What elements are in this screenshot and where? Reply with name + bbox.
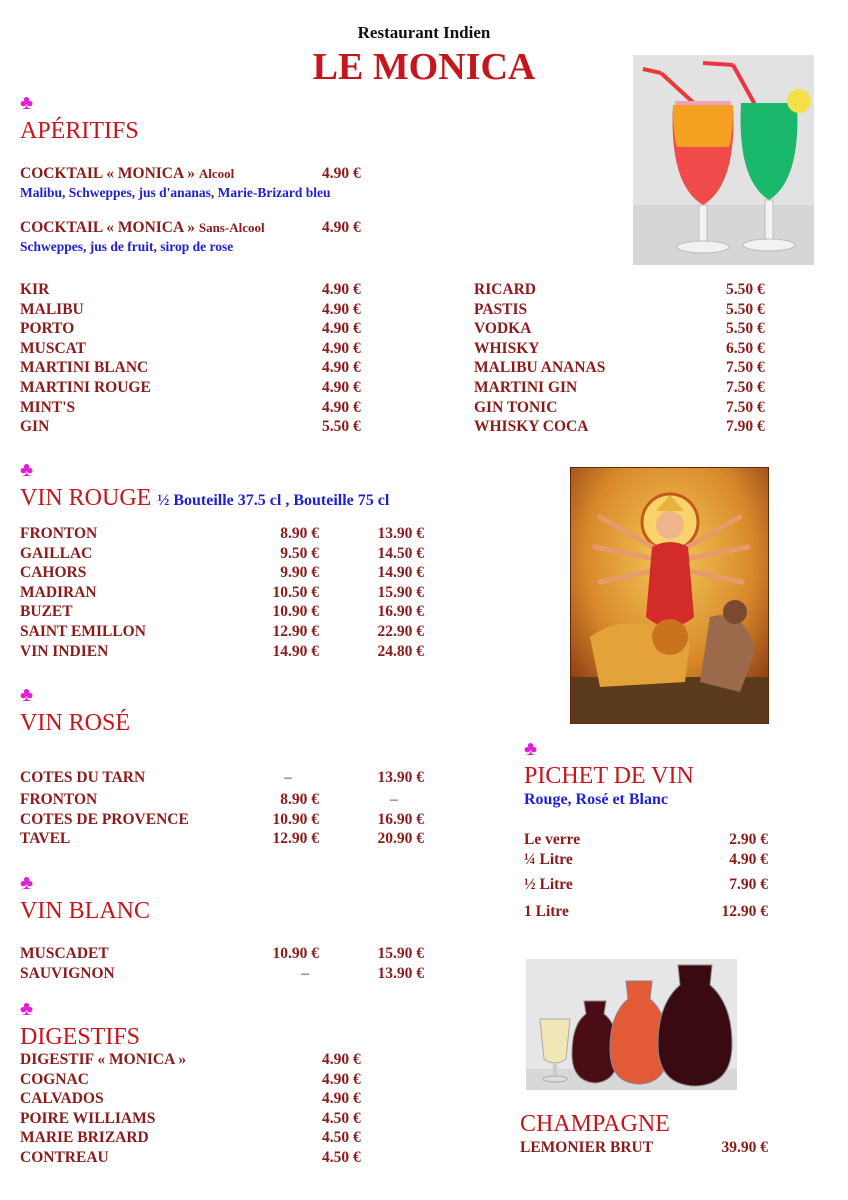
list-item: WHISKY COCA 7.90 € — [474, 418, 765, 436]
vin-rouge-list — [20, 524, 440, 661]
list-item: DIGESTIF « MONICA » 4.90 € — [20, 1051, 361, 1068]
list-item: PASTIS 5.50 € — [474, 300, 765, 318]
list-item: ¼ Litre 4.90 € — [524, 850, 768, 868]
list-item: MALIBU ANANAS 7.50 € — [474, 359, 765, 377]
list-item: COTES DE PROVENCE 10.90 € 16.90 € — [20, 810, 424, 828]
section-title-digestifs: DIGESTIFS — [20, 1024, 141, 1050]
list-item: MUSCAT 4.90 € — [20, 339, 361, 357]
restaurant-subtitle: Restaurant Indien — [357, 23, 491, 42]
list-item: ½ Litre 7.90 € — [524, 875, 768, 893]
cocktail-photo — [633, 55, 814, 265]
list-item: FRONTON 8.90 € 13.90 € — [20, 525, 424, 542]
club-icon: ♣ — [20, 998, 34, 1020]
cocktail-name: COCKTAIL « MONICA » Alcool — [20, 165, 235, 182]
cocktail-price: 4.90 € — [322, 165, 361, 182]
list-item: POIRE WILLIAMS 4.50 € — [20, 1109, 361, 1127]
list-item: MINT'S 4.90 € — [20, 398, 361, 416]
list-item: CALVADOS 4.90 € — [20, 1090, 361, 1108]
cocktail-name: COCKTAIL « MONICA » Sans-Alcool — [20, 219, 265, 236]
club-icon: ♣ — [20, 684, 34, 706]
list-item: LEMONIER BRUT 39.90 € — [520, 1139, 768, 1156]
restaurant-title: LE MONICA — [312, 46, 536, 88]
champagne-list — [520, 1138, 780, 1158]
aperitif-list-left — [20, 280, 380, 437]
list-item: BUZET 10.90 € 16.90 € — [20, 603, 424, 621]
section-subtitle: Rouge, Rosé et Blanc — [524, 791, 668, 808]
list-item: GIN TONIC 7.50 € — [474, 398, 765, 416]
list-item: MALIBU 4.90 € — [20, 300, 361, 318]
section-title-vin-rose: VIN ROSÉ — [20, 710, 131, 736]
list-item: SAUVIGNON – 13.90 € — [20, 964, 424, 982]
list-item: MADIRAN 10.50 € 15.90 € — [20, 583, 424, 601]
carafes-photo — [526, 959, 737, 1090]
digestifs-list — [20, 1050, 400, 1168]
list-item: MARIE BRIZARD 4.50 € — [20, 1129, 361, 1147]
list-item: PORTO 4.90 € — [20, 320, 361, 338]
section-title-champagne: CHAMPAGNE — [520, 1111, 670, 1137]
section-title-vin-blanc: VIN BLANC — [20, 898, 150, 924]
list-item: CONTREAU 4.50 € — [20, 1148, 361, 1166]
cocktail-sans-alcool — [20, 218, 440, 256]
list-item: MARTINI BLANC 4.90 € — [20, 359, 361, 377]
section-title-vin-rouge: VIN ROUGE ½ Bouteille 37.5 cl , Bouteille 75 cl — [20, 485, 390, 511]
list-item: GAILLAC 9.50 € 14.50 € — [20, 544, 424, 562]
list-item: MARTINI GIN 7.50 € — [474, 378, 765, 396]
section-title-pichet: PICHET DE VIN — [524, 763, 694, 789]
club-icon: ♣ — [20, 459, 34, 481]
list-item: 1 Litre 12.90 € — [524, 902, 768, 920]
pichet-list — [524, 830, 774, 921]
list-item: TAVEL 12.90 € 20.90 € — [20, 830, 424, 848]
list-item: VIN INDIEN 14.90 € 24.80 € — [20, 642, 424, 660]
cocktail-description: Malibu, Schweppes, jus d'ananas, Marie-Brizard bleu — [20, 184, 331, 200]
list-item: WHISKY 6.50 € — [474, 339, 765, 357]
vin-rose-list — [20, 768, 440, 849]
list-item: Le verre 2.90 € — [524, 831, 768, 848]
aperitif-list-right — [474, 280, 794, 437]
section-title-aperitifs: APÉRITIFS — [20, 118, 139, 144]
list-item: GIN 5.50 € — [20, 418, 361, 436]
list-item: RICARD 5.50 € — [474, 281, 765, 298]
club-icon: ♣ — [20, 872, 34, 894]
list-item: KIR 4.90 € — [20, 281, 361, 298]
list-item: CAHORS 9.90 € 14.90 € — [20, 564, 424, 582]
list-item: FRONTON 8.90 € – — [20, 791, 398, 808]
club-icon: ♣ — [524, 738, 538, 760]
goddess-painting — [570, 467, 769, 724]
cocktail-price: 4.90 € — [322, 219, 361, 236]
cocktail-alcool — [20, 164, 440, 202]
cocktail-description: Schweppes, jus de fruit, sirop de rose — [20, 238, 234, 254]
list-item: MUSCADET 10.90 € 15.90 € — [20, 945, 424, 962]
list-item: SAINT EMILLON 12.90 € 22.90 € — [20, 622, 424, 640]
list-item: COTES DU TARN – 13.90 € — [20, 769, 424, 786]
list-item: VODKA 5.50 € — [474, 320, 765, 338]
section-subtitle: ½ Bouteille 37.5 cl , Bouteille 75 cl — [157, 492, 390, 509]
list-item: COGNAC 4.90 € — [20, 1070, 361, 1088]
vin-blanc-list — [20, 944, 440, 983]
list-item: MARTINI ROUGE 4.90 € — [20, 378, 361, 396]
club-icon: ♣ — [20, 92, 34, 114]
